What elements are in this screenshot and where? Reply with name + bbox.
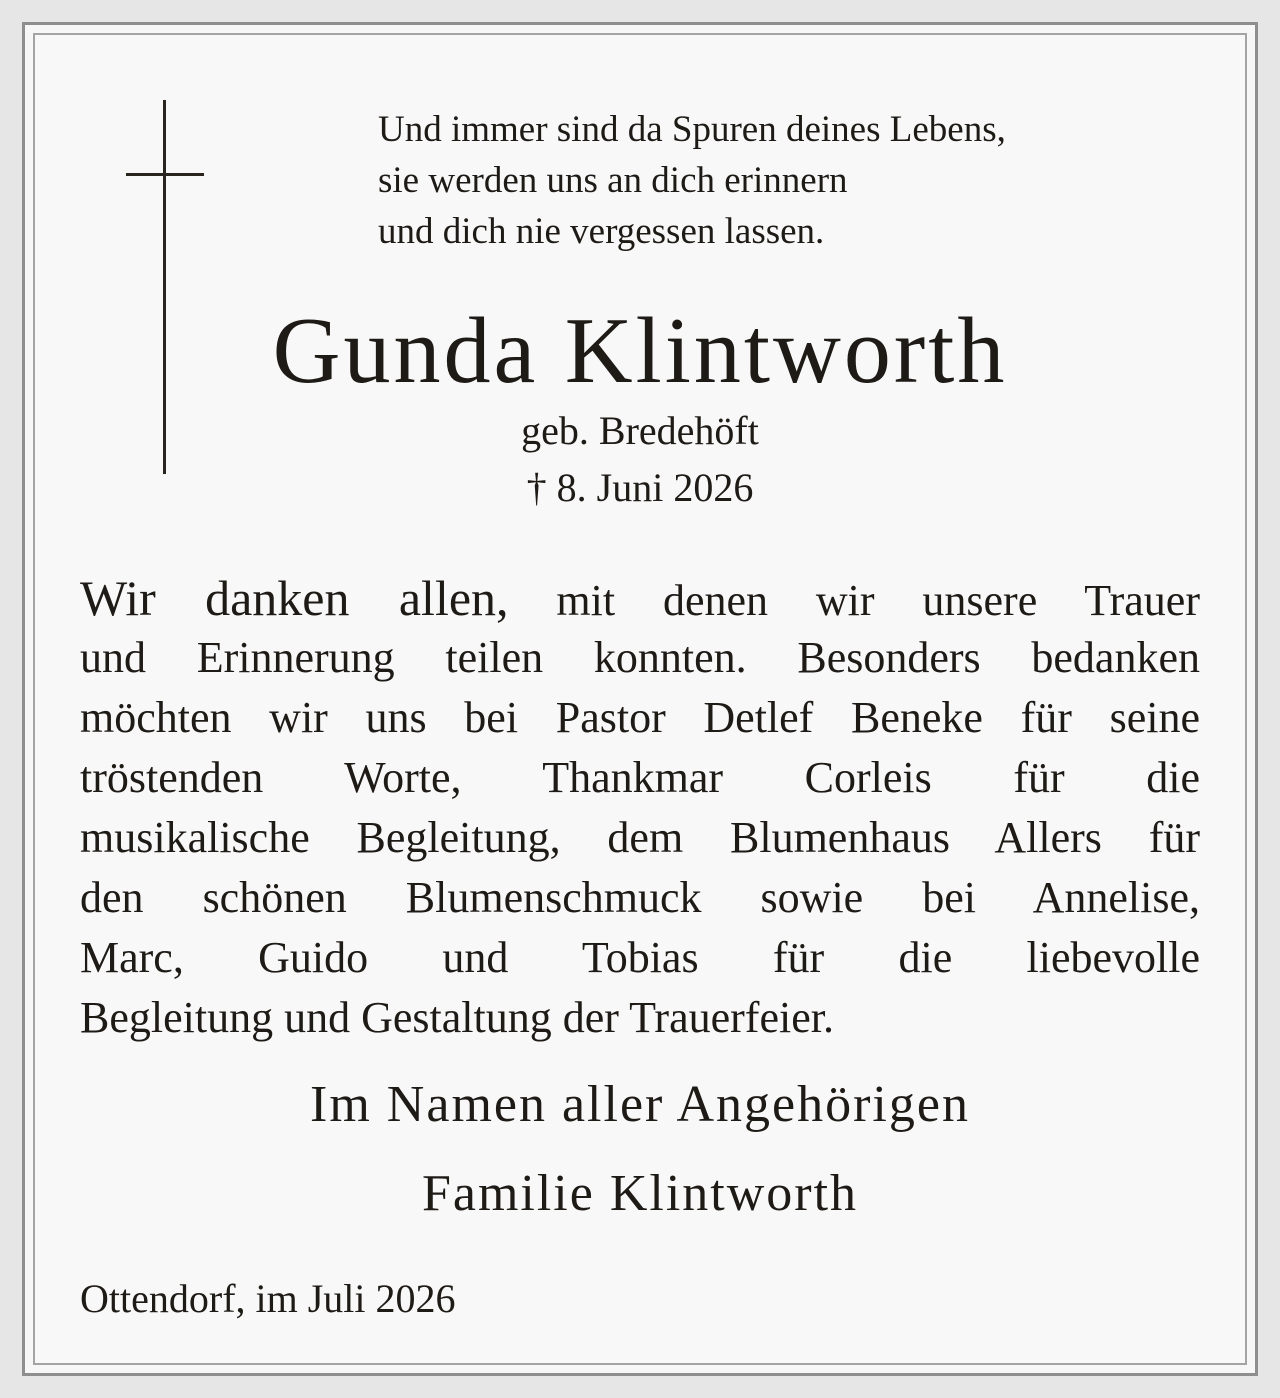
verse-line: Und immer sind da Spuren deines Lebens, [378, 109, 1006, 150]
memorial-verse [378, 104, 1198, 257]
thanks-paragraph [80, 568, 1200, 1048]
thanks-line: Begleitung und Gestaltung der Trauerfeier. [80, 993, 834, 1042]
thanks-line: und Erinnerung teilen konnten. Besonders bedanken [80, 633, 1200, 682]
thanks-line: den schönen Blumenschmuck sowie bei Annelise, [80, 873, 1200, 922]
verse-line: und dich nie vergessen lassen. [378, 211, 825, 252]
thanks-line: tröstenden Worte, Thankmar Corleis für die [80, 753, 1200, 802]
place-and-date: Ottendorf, im Juli 2026 [80, 1276, 456, 1321]
thanks-line [80, 568, 1200, 628]
closing-family: Familie Klintworth [421, 1165, 859, 1222]
verse-line: sie werden uns an dich erinnern [378, 160, 848, 201]
birth-name: geb. Bredehöft [521, 408, 759, 453]
cross-horizontal-bar [126, 173, 204, 176]
closing-on-behalf: Im Namen aller Angehörigen [310, 1076, 970, 1133]
death-date: † 8. Juni 2026 [526, 465, 754, 510]
deceased-name: Gunda Klintworth [272, 299, 1008, 403]
thanks-line-text: mit denen wir unsere Trauer [508, 576, 1200, 625]
thanks-lead: Wir danken allen, [80, 570, 509, 626]
thanks-line: möchten wir uns bei Pastor Detlef Beneke für seine [80, 693, 1200, 742]
thanks-line: Marc, Guido und Tobias für die liebevolle [80, 933, 1200, 982]
thanks-line: musikalische Begleitung, dem Blumenhaus Allers für [80, 813, 1200, 862]
